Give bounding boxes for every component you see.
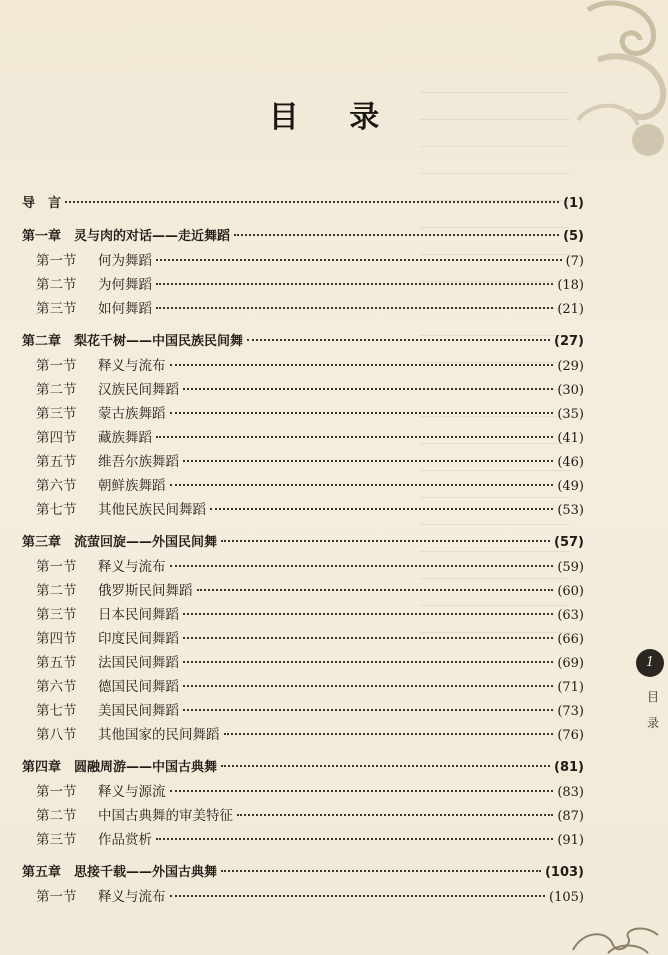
toc-page-number: (21)	[557, 302, 584, 317]
chapter-gap	[22, 216, 584, 225]
toc-section-row[interactable]	[22, 555, 584, 579]
cloud-ornament-icon	[568, 915, 668, 955]
side-label: 目录	[646, 690, 659, 730]
dot-leader	[170, 412, 554, 414]
toc-page-number: (30)	[557, 383, 584, 398]
toc-section-row[interactable]	[22, 474, 584, 498]
toc-chapter-title: 第五章 思接千载——外国古典舞	[22, 865, 218, 880]
dot-leader	[170, 895, 546, 897]
toc-section-number: 第四节	[36, 430, 77, 446]
toc-page-number: (59)	[557, 560, 584, 575]
toc-section-row[interactable]	[22, 249, 584, 273]
toc-section-label	[36, 804, 233, 828]
toc-section-row[interactable]	[22, 651, 584, 675]
dot-leader	[183, 661, 553, 663]
toc-section-number: 第四节	[36, 631, 77, 647]
toc-section-number: 第二节	[36, 277, 77, 293]
toc-section-row[interactable]	[22, 579, 584, 603]
toc-section-label	[36, 627, 179, 651]
toc-section-title: 如何舞蹈	[98, 301, 152, 317]
toc-section-number: 第一节	[36, 889, 77, 905]
toc-section-label	[36, 603, 179, 627]
toc-section-row[interactable]	[22, 627, 584, 651]
toc-page-number: (87)	[557, 809, 584, 824]
toc-chapter-title: 第二章 梨花千树——中国民族民间舞	[22, 334, 244, 349]
toc-section-row[interactable]	[22, 273, 584, 297]
toc-section-number: 第五节	[36, 454, 77, 470]
toc-section-title: 何为舞蹈	[98, 253, 152, 269]
toc-section-number: 第三节	[36, 832, 77, 848]
page-title: 目 录	[268, 100, 400, 135]
toc-section-row[interactable]	[22, 723, 584, 747]
toc-section-number: 第二节	[36, 583, 77, 599]
toc-section-title: 蒙古族舞蹈	[98, 406, 166, 422]
toc-page-number: (57)	[554, 535, 584, 550]
toc-chapter-row[interactable]	[22, 756, 584, 780]
toc-page-number: (105)	[549, 890, 584, 905]
chapter-gap	[22, 321, 584, 330]
toc-chapter-title: 第一章 灵与肉的对话——走近舞蹈	[22, 229, 231, 244]
toc-section-row[interactable]	[22, 804, 584, 828]
toc-section-row[interactable]	[22, 675, 584, 699]
toc-page-number: (46)	[557, 455, 584, 470]
toc-page-number: (18)	[557, 278, 584, 293]
toc-chapter-row[interactable]	[22, 861, 584, 885]
toc-section-number: 第一节	[36, 253, 77, 269]
toc-section-row[interactable]	[22, 297, 584, 321]
toc-section-row[interactable]	[22, 780, 584, 804]
dot-leader	[183, 460, 553, 462]
dot-leader	[197, 589, 554, 591]
dot-leader	[156, 838, 553, 840]
toc-section-label	[36, 723, 220, 747]
toc-section-title: 释义与流布	[98, 889, 166, 905]
toc-section-title: 德国民间舞蹈	[98, 679, 179, 695]
toc-section-number: 第二节	[36, 382, 77, 398]
toc-section-row[interactable]	[22, 498, 584, 522]
toc-section-row[interactable]	[22, 402, 584, 426]
toc-section-label	[36, 651, 179, 675]
toc-section-row[interactable]	[22, 450, 584, 474]
toc-section-number: 第三节	[36, 607, 77, 623]
toc-section-number: 第六节	[36, 478, 77, 494]
toc-page-number: (69)	[557, 656, 584, 671]
dot-leader	[210, 508, 553, 510]
dot-leader	[224, 733, 554, 735]
toc-page-number: (66)	[557, 632, 584, 647]
dot-leader	[183, 637, 553, 639]
table-of-contents	[22, 192, 584, 909]
toc-page-number: (1)	[563, 196, 584, 211]
toc-section-label	[36, 273, 152, 297]
toc-chapter-title: 第四章 圆融周游——中国古典舞	[22, 760, 218, 775]
dot-leader	[234, 234, 559, 236]
dot-leader	[221, 765, 550, 767]
toc-section-row[interactable]	[22, 426, 584, 450]
chapter-gap	[22, 522, 584, 531]
dot-leader	[170, 364, 554, 366]
toc-section-row[interactable]	[22, 354, 584, 378]
toc-page-number: (27)	[554, 334, 584, 349]
toc-section-number: 第一节	[36, 358, 77, 374]
toc-section-title: 作品赏析	[98, 832, 152, 848]
toc-section-title: 俄罗斯民间舞蹈	[98, 583, 193, 599]
toc-section-number: 第二节	[36, 808, 77, 824]
toc-section-title: 其他国家的民间舞蹈	[98, 727, 220, 743]
toc-section-title: 其他民族民间舞蹈	[98, 502, 206, 518]
dot-leader	[247, 339, 550, 341]
toc-section-title: 为何舞蹈	[98, 277, 152, 293]
toc-section-label	[36, 699, 179, 723]
toc-section-label	[36, 828, 152, 852]
toc-section-label	[36, 402, 166, 426]
toc-section-label	[36, 498, 206, 522]
toc-chapter-title: 导 言	[22, 196, 62, 211]
toc-section-title: 释义与流布	[98, 358, 166, 374]
toc-section-label	[36, 249, 152, 273]
dot-leader	[183, 613, 553, 615]
dot-leader	[183, 685, 553, 687]
toc-page-number: (41)	[557, 431, 584, 446]
toc-section-number: 第六节	[36, 679, 77, 695]
toc-page-number: (60)	[557, 584, 584, 599]
dot-leader	[170, 565, 554, 567]
dot-leader	[183, 388, 553, 390]
toc-page-number: (29)	[557, 359, 584, 374]
toc-section-title: 维吾尔族舞蹈	[98, 454, 179, 470]
toc-section-label	[36, 675, 179, 699]
dot-leader	[221, 540, 550, 542]
toc-section-number: 第八节	[36, 727, 77, 743]
toc-chapter-row[interactable]	[22, 225, 584, 249]
toc-page-number: (5)	[563, 229, 584, 244]
dot-leader	[156, 259, 562, 261]
toc-page-number: (76)	[557, 728, 584, 743]
dot-leader	[170, 484, 554, 486]
toc-section-label	[36, 354, 166, 378]
toc-section-title: 日本民间舞蹈	[98, 607, 179, 623]
toc-section-row[interactable]	[22, 885, 584, 909]
toc-section-title: 法国民间舞蹈	[98, 655, 179, 671]
toc-page-number: (35)	[557, 407, 584, 422]
toc-section-label	[36, 378, 179, 402]
toc-page-number: (83)	[557, 785, 584, 800]
toc-section-number: 第三节	[36, 406, 77, 422]
toc-chapter-title: 第三章 流萤回旋——外国民间舞	[22, 535, 218, 550]
toc-section-number: 第五节	[36, 655, 77, 671]
toc-section-label	[36, 579, 193, 603]
toc-section-label	[36, 555, 166, 579]
toc-page-number: (103)	[544, 865, 584, 880]
toc-page-number: (71)	[557, 680, 584, 695]
toc-section-label	[36, 297, 152, 321]
dot-leader	[221, 870, 541, 872]
dot-leader	[156, 283, 553, 285]
toc-section-number: 第一节	[36, 559, 77, 575]
toc-section-label	[36, 474, 166, 498]
toc-section-title: 汉族民间舞蹈	[98, 382, 179, 398]
toc-chapter-row[interactable]	[22, 192, 584, 216]
toc-page-number: (73)	[557, 704, 584, 719]
toc-section-number: 第三节	[36, 301, 77, 317]
toc-section-number: 第七节	[36, 502, 77, 518]
toc-page-number: (63)	[557, 608, 584, 623]
toc-section-title: 中国古典舞的审美特征	[98, 808, 233, 824]
toc-section-title: 释义与源流	[98, 784, 166, 800]
toc-page-number: (7)	[565, 254, 584, 269]
toc-section-label	[36, 450, 179, 474]
dot-leader	[156, 436, 553, 438]
toc-section-row[interactable]	[22, 378, 584, 402]
dot-leader	[65, 201, 559, 203]
dot-leader	[170, 790, 554, 792]
dot-leader	[237, 814, 553, 816]
toc-section-row[interactable]	[22, 603, 584, 627]
toc-section-label	[36, 885, 166, 909]
toc-section-number: 第一节	[36, 784, 77, 800]
dot-leader	[183, 709, 553, 711]
toc-page-number: (81)	[554, 760, 584, 775]
toc-page-number: (53)	[557, 503, 584, 518]
toc-section-label	[36, 426, 152, 450]
toc-section-title: 释义与流布	[98, 559, 166, 575]
page-number-badge: 1	[636, 649, 664, 677]
toc-page-number: (49)	[557, 479, 584, 494]
chapter-gap	[22, 747, 584, 756]
cloud-ornament-icon	[558, 0, 668, 160]
toc-section-label	[36, 780, 166, 804]
toc-section-title: 美国民间舞蹈	[98, 703, 179, 719]
toc-chapter-row[interactable]	[22, 330, 584, 354]
dot-leader	[156, 307, 553, 309]
toc-section-title: 印度民间舞蹈	[98, 631, 179, 647]
toc-section-title: 藏族舞蹈	[98, 430, 152, 446]
toc-section-row[interactable]	[22, 828, 584, 852]
chapter-gap	[22, 852, 584, 861]
toc-section-row[interactable]	[22, 699, 584, 723]
toc-chapter-row[interactable]	[22, 531, 584, 555]
toc-section-number: 第七节	[36, 703, 77, 719]
toc-section-title: 朝鲜族舞蹈	[98, 478, 166, 494]
toc-page-number: (91)	[557, 833, 584, 848]
